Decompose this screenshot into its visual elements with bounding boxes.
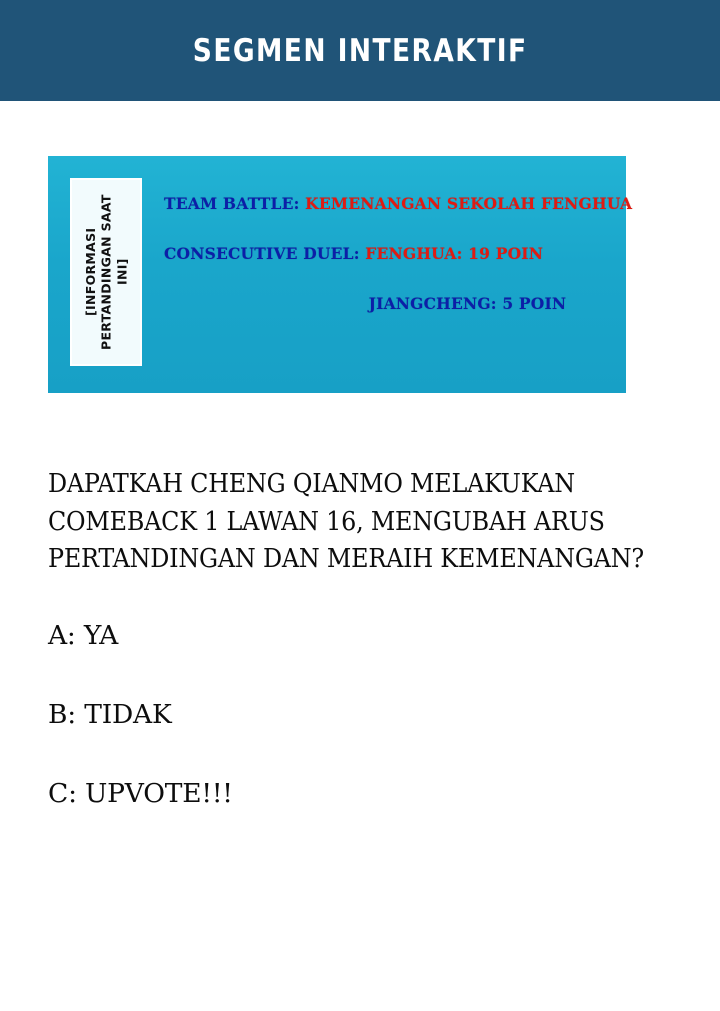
info-line-consecutive-duel-label: CONSECUTIVE DUEL: — [164, 244, 360, 263]
match-info-panel — [48, 156, 633, 393]
option-b[interactable]: B: TIDAK — [48, 698, 172, 730]
question-text: DAPATKAH CHENG QIANMO MELAKUKAN COMEBACK 1 LAWAN 16, MENGUBAH ARUS PERTANDINGAN DAN MERAIH KEMENANGAN? — [48, 468, 644, 575]
info-line-consecutive-duel — [164, 244, 632, 263]
info-line-jiangcheng-label: JIANGCHENG: 5 POIN — [368, 294, 567, 313]
info-line-jiangcheng — [162, 294, 632, 313]
header-banner — [0, 0, 720, 101]
info-label-text: [INFORMASI PERTANDINGAN SAAT INI] — [82, 194, 129, 350]
info-line-consecutive-duel-value: FENGHUA: 19 POIN — [365, 244, 544, 263]
info-panel-container — [0, 101, 720, 393]
info-line-team-battle-label: TEAM BATTLE: — [164, 194, 300, 213]
info-lines — [142, 156, 650, 313]
option-a[interactable]: A: YA — [48, 619, 119, 651]
info-line-team-battle-value: KEMENANGAN SEKOLAH FENGHUA — [305, 194, 633, 213]
options-list — [48, 620, 672, 809]
page-title: SEGMEN INTERAKTIF — [192, 32, 528, 69]
info-line-team-battle — [164, 194, 632, 213]
info-label-box — [70, 178, 142, 366]
option-c[interactable]: C: UPVOTE!!! — [48, 777, 233, 809]
question-container — [0, 393, 720, 809]
